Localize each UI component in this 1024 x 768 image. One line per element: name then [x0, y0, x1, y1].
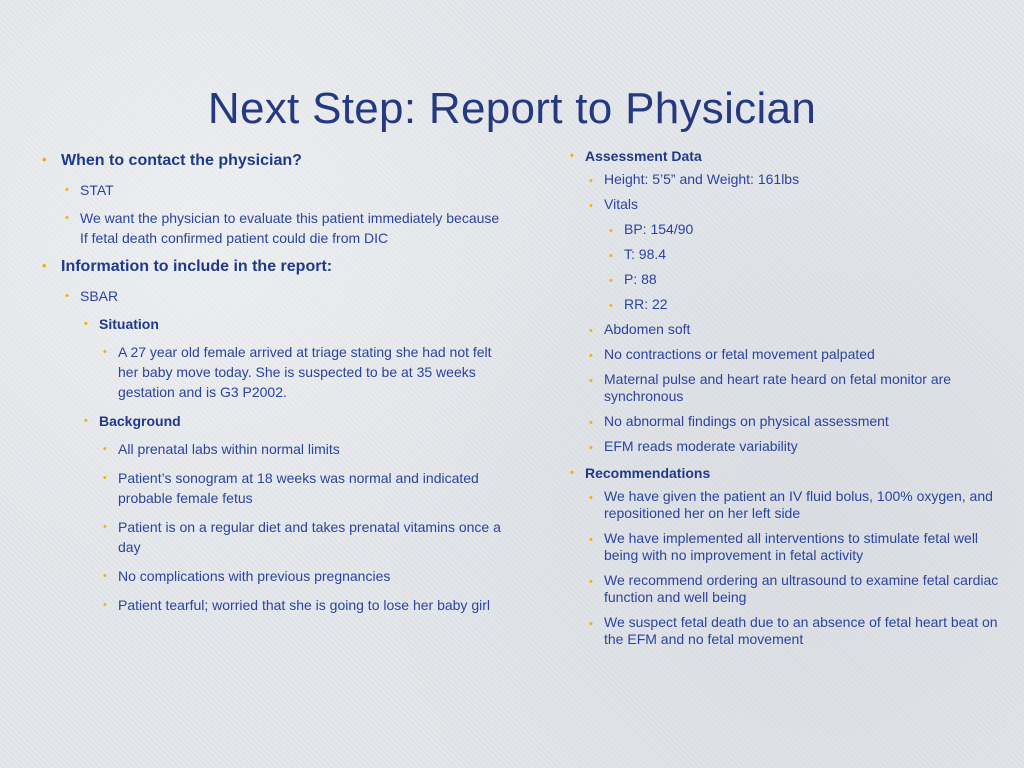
background-item: • Patient tearful; worried that she is going to lose her baby girl — [103, 597, 490, 613]
bullet-icon: • — [84, 318, 88, 330]
info-heading: • Information to include in the report: — [42, 258, 333, 275]
bullet-icon: • — [589, 442, 593, 454]
recommendations-heading: • Recommendations — [570, 465, 711, 481]
bullet-icon: • — [65, 290, 69, 302]
recommendation-item: • We have implemented all interventions to stimulate fetal well being with no improvement in fetal activity — [589, 530, 979, 563]
bullet-icon: • — [589, 576, 593, 588]
background-heading: • Background — [84, 413, 181, 429]
background-item: • Patient is on a regular diet and takes prenatal vitamins once a day — [103, 519, 501, 555]
slide-title: Next Step: Report to Physician — [207, 84, 817, 133]
bullet-icon: • — [570, 467, 574, 479]
bullet-icon: • — [65, 212, 69, 224]
bullet-icon: • — [589, 417, 593, 429]
bullet-icon: • — [42, 152, 47, 167]
assessment-item: • No abnormal findings on physical assessment — [604, 413, 1002, 430]
bullet-icon: • — [589, 350, 593, 362]
height-weight-item: • Height: 5’5” and Weight: 161lbs — [604, 171, 1002, 188]
bullet-icon: • — [42, 258, 47, 273]
bullet-icon: • — [570, 150, 574, 162]
sbar-item: • SBAR — [65, 288, 119, 304]
assessment-heading: • Assessment Data — [570, 148, 702, 164]
assessment-item: • EFM reads moderate variability — [604, 438, 1002, 455]
stat-item: • STAT — [65, 182, 114, 198]
bullet-icon: • — [65, 184, 69, 196]
background-item: • No complications with previous pregnancies — [103, 568, 391, 584]
background-item: • Patient’s sonogram at 18 weeks was normal and indicated probable female fetus — [103, 470, 479, 506]
bullet-icon: • — [609, 275, 613, 287]
assessment-item: • No contractions or fetal movement palpated — [604, 346, 1002, 363]
bullet-icon: • — [589, 492, 593, 504]
bullet-icon: • — [609, 225, 613, 237]
recommendation-item: • We recommend ordering an ultrasound to examine fetal cardiac function and well being — [589, 572, 999, 605]
assessment-item: • Abdomen soft — [604, 321, 1002, 338]
contact-heading: • When to contact the physician? — [42, 152, 302, 169]
background-item: • All prenatal labs within normal limits — [103, 441, 340, 457]
bullet-icon: • — [589, 175, 593, 187]
bullet-icon: • — [589, 325, 593, 337]
bullet-icon: • — [609, 300, 613, 312]
left-column — [40, 150, 510, 624]
right-column — [562, 146, 1002, 656]
bullet-icon: • — [103, 570, 107, 582]
bullet-icon: • — [609, 250, 613, 262]
bullet-icon: • — [103, 521, 107, 533]
evaluate-item: • We want the physician to evaluate this patient immediately because If fetal death confirmed patient could die from DIC — [65, 210, 500, 246]
recommendation-item: • We suspect fetal death due to an absence of fetal heart beat on the EFM and no fetal movement — [589, 614, 998, 647]
bullet-icon: • — [589, 375, 593, 387]
vital-item: • BP: 154/90 — [624, 221, 1002, 238]
vital-item: • P: 88 — [624, 271, 1002, 288]
recommendation-item: • We have given the patient an IV fluid bolus, 100% oxygen, and repositioned her on her left side — [589, 488, 993, 521]
bullet-icon: • — [103, 472, 107, 484]
situation-text: • A 27 year old female arrived at triage stating she had not felt her baby move today. She is suspected to be at 35 weeks gestation and is G3 P2002. — [103, 344, 492, 400]
situation-heading: • Situation — [84, 316, 159, 332]
assessment-item: • Maternal pulse and heart rate heard on fetal monitor are synchronous — [589, 371, 952, 404]
bullet-icon: • — [589, 534, 593, 546]
bullet-icon: • — [589, 618, 593, 630]
vitals-item: • Vitals — [604, 196, 1002, 213]
bullet-icon: • — [589, 200, 593, 212]
vital-item: • T: 98.4 — [624, 246, 1002, 263]
bullet-icon: • — [84, 415, 88, 427]
bullet-icon: • — [103, 443, 107, 455]
vital-item: • RR: 22 — [624, 296, 1002, 313]
bullet-icon: • — [103, 346, 107, 358]
bullet-icon: • — [103, 599, 107, 611]
